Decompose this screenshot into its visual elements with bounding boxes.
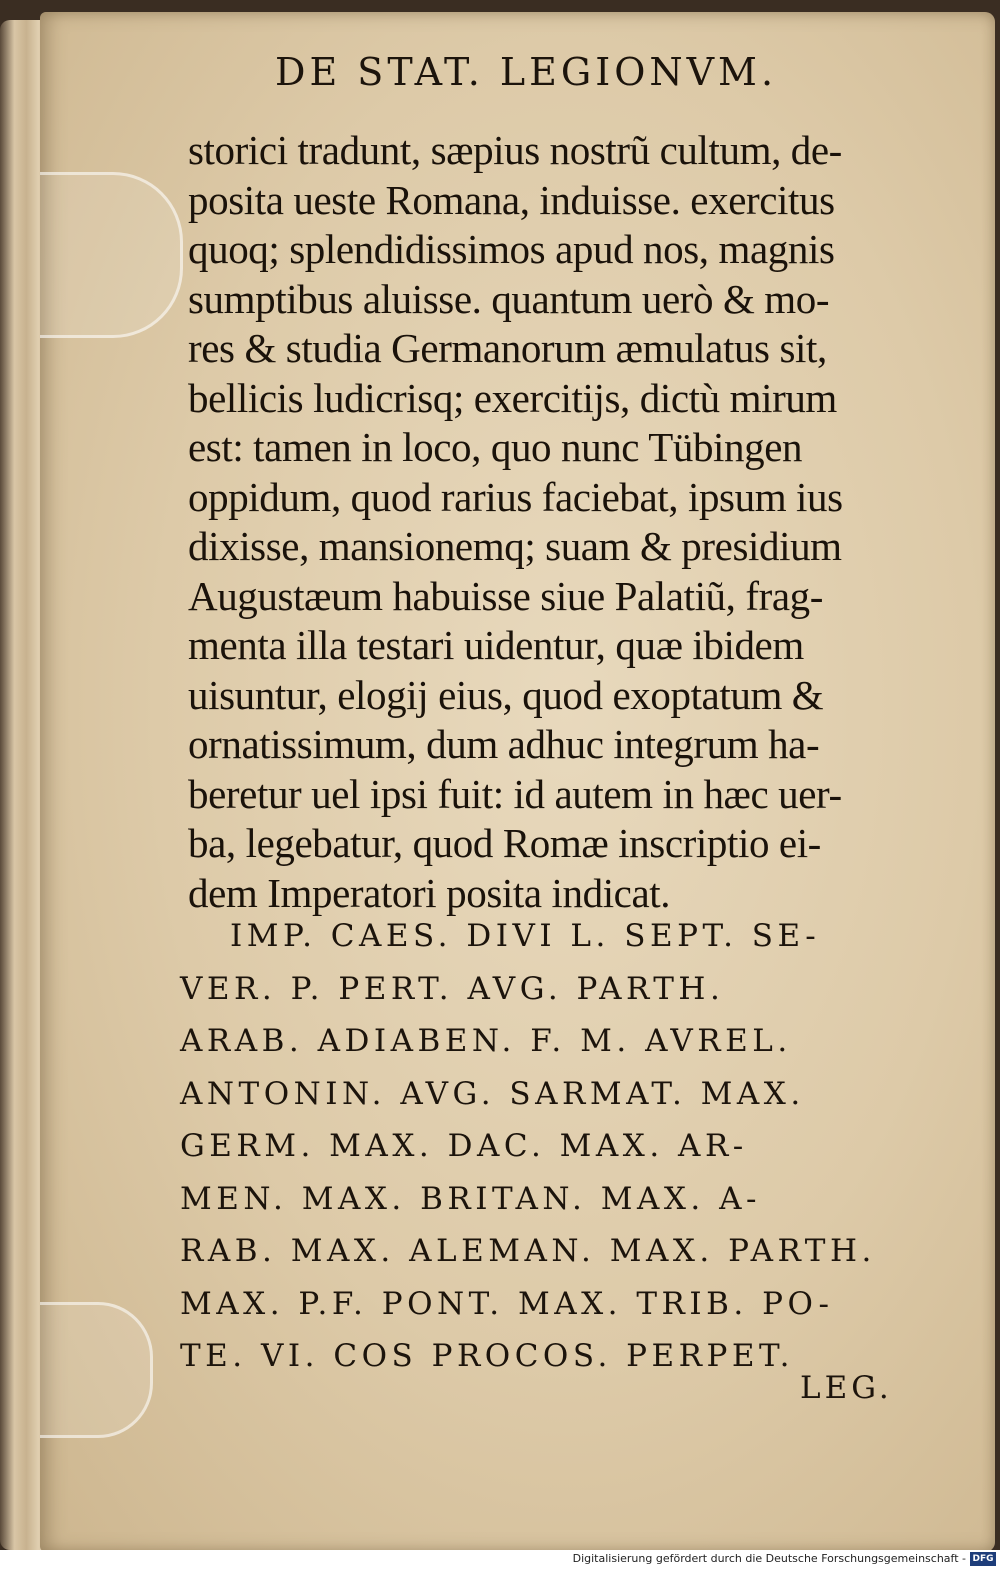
inscription-block xyxy=(180,910,920,1383)
text-line: uisuntur, elogij eius, quod exoptatum & xyxy=(188,671,824,718)
inscription-line: MAX. P.F. PONT. MAX. TRIB. PO- xyxy=(180,1285,834,1322)
inscription-line: MEN. MAX. BRITAN. MAX. A- xyxy=(180,1180,761,1217)
inscription-line: TE. VI. COS PROCOS. PERPET. xyxy=(180,1338,794,1374)
catchword: LEG. xyxy=(800,1370,893,1406)
body-text xyxy=(188,126,918,918)
inscription-line: ANTONIN. AVG. SARMAT. MAX. xyxy=(180,1075,805,1112)
text-line: quoq; splendidissimos apud nos, magnis xyxy=(188,226,835,272)
running-head: DE STAT. LEGIONVM. xyxy=(275,50,778,94)
inscription-line: GERM. MAX. DAC. MAX. AR- xyxy=(180,1128,748,1164)
text-line: Augustæum habuisse siue Palatiũ, frag- xyxy=(188,572,824,619)
dfg-logo: DFG xyxy=(970,1552,996,1566)
footer-credit: Digitalisierung gefördert durch die Deutsche Forschungsgemeinschaft - xyxy=(572,1552,966,1565)
text-line: res & studia Germanorum æmulatus sit, xyxy=(188,325,827,371)
inscription-line: VER. P. PERT. AVG. PARTH. xyxy=(180,970,725,1007)
text-line: oppidum, quod rarius faciebat, ipsum ius xyxy=(188,473,843,520)
text-line: menta illa testari uidentur, quæ ibidem xyxy=(188,622,804,668)
text-line: posita ueste Romana, induisse. exercitus xyxy=(188,176,835,223)
text-line: ornatissimum, dum adhuc integrum ha- xyxy=(188,721,820,767)
page-clip-bottom xyxy=(40,1302,153,1438)
inscription-line: RAB. MAX. ALEMAN. MAX. PARTH. xyxy=(180,1233,876,1269)
text-line: bellicis ludicrisq; exercitijs, dictù mirum xyxy=(188,374,837,421)
inscription-line: ARAB. ADIABEN. F. M. AVREL. xyxy=(180,1023,792,1059)
text-line: dem Imperatori posita indicat. xyxy=(188,869,671,916)
text-line: est: tamen in loco, quo nunc Tübingen xyxy=(188,424,803,470)
text-line: beretur uel ipsi fuit: id autem in hæc uer- xyxy=(188,770,842,817)
inscription-line: IMP. CAES. DIVI L. SEPT. SE- xyxy=(230,918,821,954)
text-line: dixisse, mansionemq; suam & presidium xyxy=(188,523,842,569)
footer-bar xyxy=(0,1550,1000,1570)
text-line: ba, legebatur, quod Romæ inscriptio ei- xyxy=(188,820,821,866)
text-line: sumptibus aluisse. quantum uerò & mo- xyxy=(188,275,830,322)
page-clip-top xyxy=(40,172,183,338)
text-line: storici tradunt, sæpius nostrũ cultum, de- xyxy=(188,127,842,173)
